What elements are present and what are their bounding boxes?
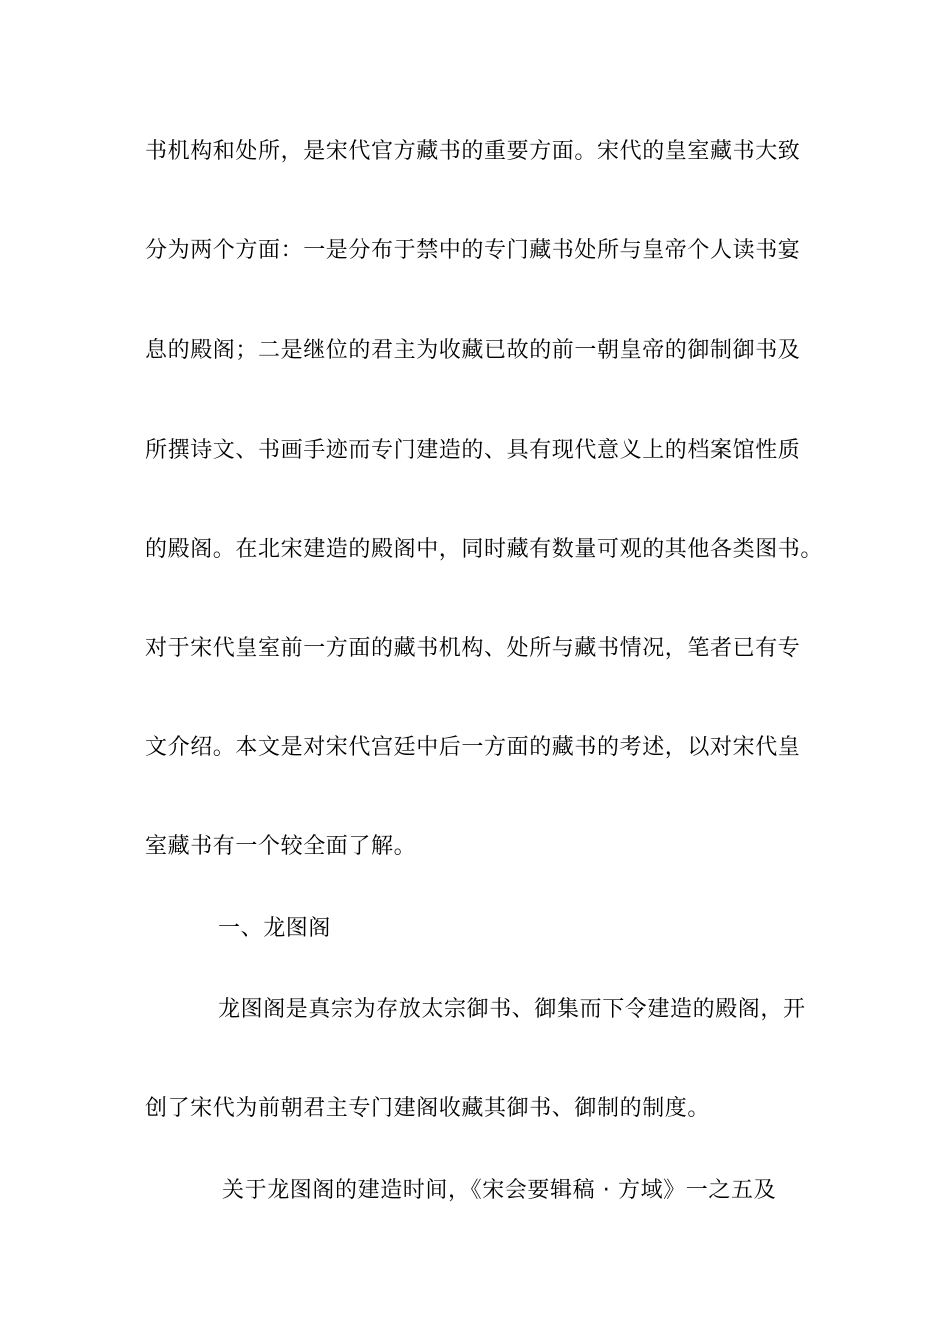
para2-line-1: 龙图阁是真宗为存放太宗御书、御集而下令建造的殿阁，开 — [218, 997, 806, 1022]
text-line-1: 书机构和处所，是宋代官方藏书的重要方面。宋代的皇室藏书大致 — [145, 139, 801, 164]
text-line-8: 室藏书有一个较全面了解。 — [145, 834, 417, 859]
section-heading: 一、龙图阁 — [218, 916, 332, 941]
text-line-5: 的殿阁。在北宋建造的殿阁中，同时藏有数量可观的其他各类图书。 — [145, 537, 824, 562]
text-line-6: 对于宋代皇室前一方面的藏书机构、处所与藏书情况，笔者已有专 — [145, 636, 801, 661]
text-line-4: 所撰诗文、书画手迹而专门建造的、具有现代意义上的档案馆性质 — [145, 438, 801, 463]
para3-line-1: 关于龙图阁的建造时间，《宋会要辑稿 · 方域》一之五及 — [222, 1178, 777, 1203]
text-line-2: 分为两个方面：一是分布于禁中的专门藏书处所与皇帝个人读书宴 — [145, 238, 801, 263]
para2-line-2: 创了宋代为前朝君主专门建阁收藏其御书、御制的制度。 — [145, 1096, 711, 1121]
text-line-3: 息的殿阁；二是继位的君主为收藏已故的前一朝皇帝的御制御书及 — [145, 338, 801, 363]
text-line-7: 文介绍。本文是对宋代宫廷中后一方面的藏书的考述，以对宋代皇 — [145, 735, 801, 760]
